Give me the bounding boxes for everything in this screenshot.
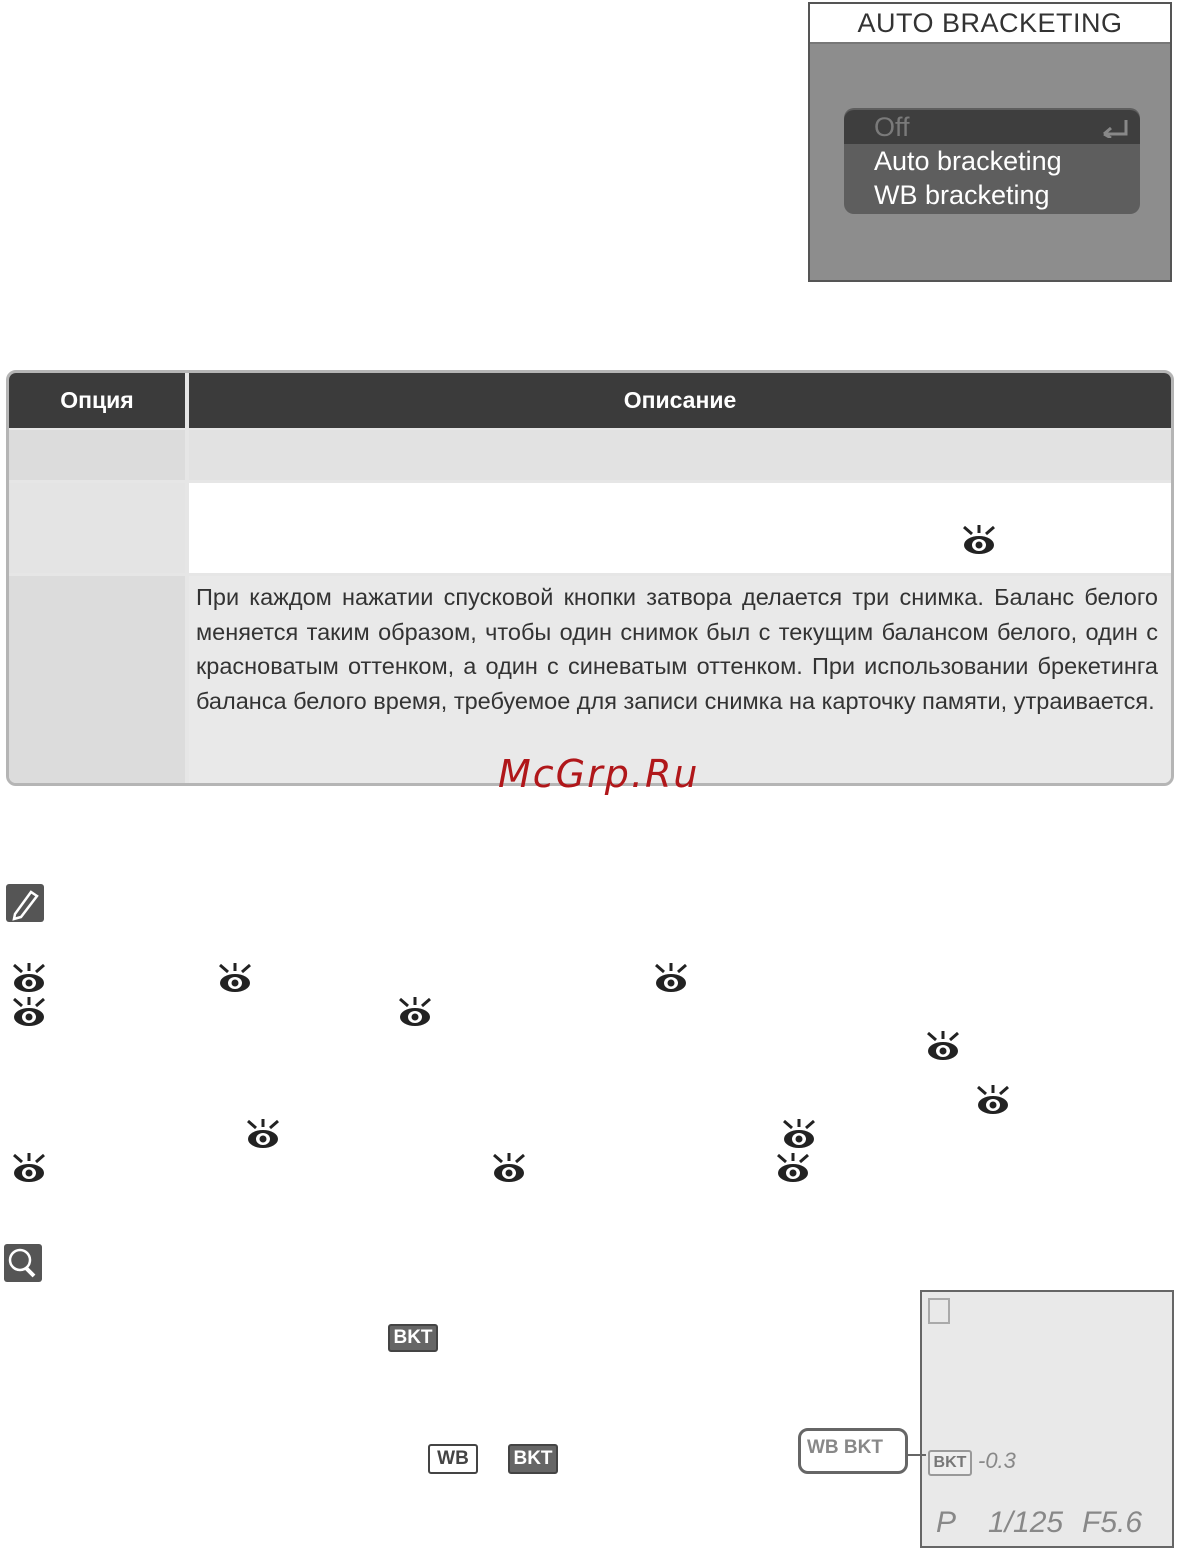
monitor-bkt-badge: BKT xyxy=(928,1450,972,1476)
menu-title: AUTO BRACKETING xyxy=(810,4,1170,44)
table-row-2-option xyxy=(9,483,185,573)
see-reference-icon xyxy=(962,524,996,558)
see-reference-icon xyxy=(12,1152,46,1186)
wb-bkt-callout xyxy=(798,1428,908,1474)
callout-leader-line xyxy=(908,1454,926,1456)
see-reference-icon xyxy=(246,1118,280,1152)
see-reference-icon xyxy=(776,1152,810,1186)
wb-indicator-badge: WB xyxy=(428,1444,478,1474)
bkt-value: -0.3 xyxy=(978,1448,1016,1473)
menu-item-off[interactable]: Off xyxy=(874,112,910,142)
table-row-1-description xyxy=(189,430,1171,480)
table-header-description: Описание xyxy=(189,373,1171,428)
menu-item-auto-bracketing[interactable]: Auto bracketing xyxy=(874,146,1062,176)
enter-arrow-icon xyxy=(1100,116,1130,138)
menu-item-wb-bracketing[interactable]: WB bracketing xyxy=(874,180,1050,210)
see-reference-icon xyxy=(398,996,432,1030)
tip-lightbulb-icon xyxy=(4,1244,42,1282)
exposure-mode: P xyxy=(936,1506,957,1539)
options-table xyxy=(6,370,1174,786)
see-reference-icon xyxy=(926,1030,960,1064)
see-reference-icon xyxy=(654,962,688,996)
shutter-speed: 1/125 xyxy=(988,1506,1064,1539)
see-reference-icon xyxy=(12,996,46,1030)
table-row-3-description: При каждом нажатии спусковой кнопки затвора делается три снимка. Баланс белого меняется таким образом, чтобы один снимок был с текущим балансом белого, один с красноватым оттенком, а один с синеватым оттенком. При использовании брекетинга баланса белого время, требуемое для записи снимка на карточку памяти, утраивается. xyxy=(196,584,1158,714)
single-frame-icon xyxy=(928,1298,950,1324)
aperture: F5.6 xyxy=(1082,1506,1143,1539)
bkt-indicator-badge: BKT xyxy=(388,1324,438,1352)
bkt-indicator-badge-2: BKT xyxy=(508,1444,558,1474)
menu-list xyxy=(844,108,1140,214)
see-reference-icon xyxy=(218,962,252,996)
see-reference-icon xyxy=(782,1118,816,1152)
see-reference-icon xyxy=(492,1152,526,1186)
table-row-3-option xyxy=(9,576,185,784)
note-pencil-icon xyxy=(6,884,44,922)
table-row-2-description xyxy=(189,483,1171,573)
table-header-option: Опция xyxy=(9,373,185,428)
see-reference-icon xyxy=(976,1084,1010,1118)
auto-bracketing-menu-screen xyxy=(808,2,1172,282)
see-reference-icon xyxy=(12,962,46,996)
monitor-display xyxy=(920,1290,1174,1548)
callout-label: WB BKT xyxy=(807,1437,883,1458)
watermark: McGrp.Ru xyxy=(498,752,700,796)
table-row-1-option xyxy=(9,430,185,480)
